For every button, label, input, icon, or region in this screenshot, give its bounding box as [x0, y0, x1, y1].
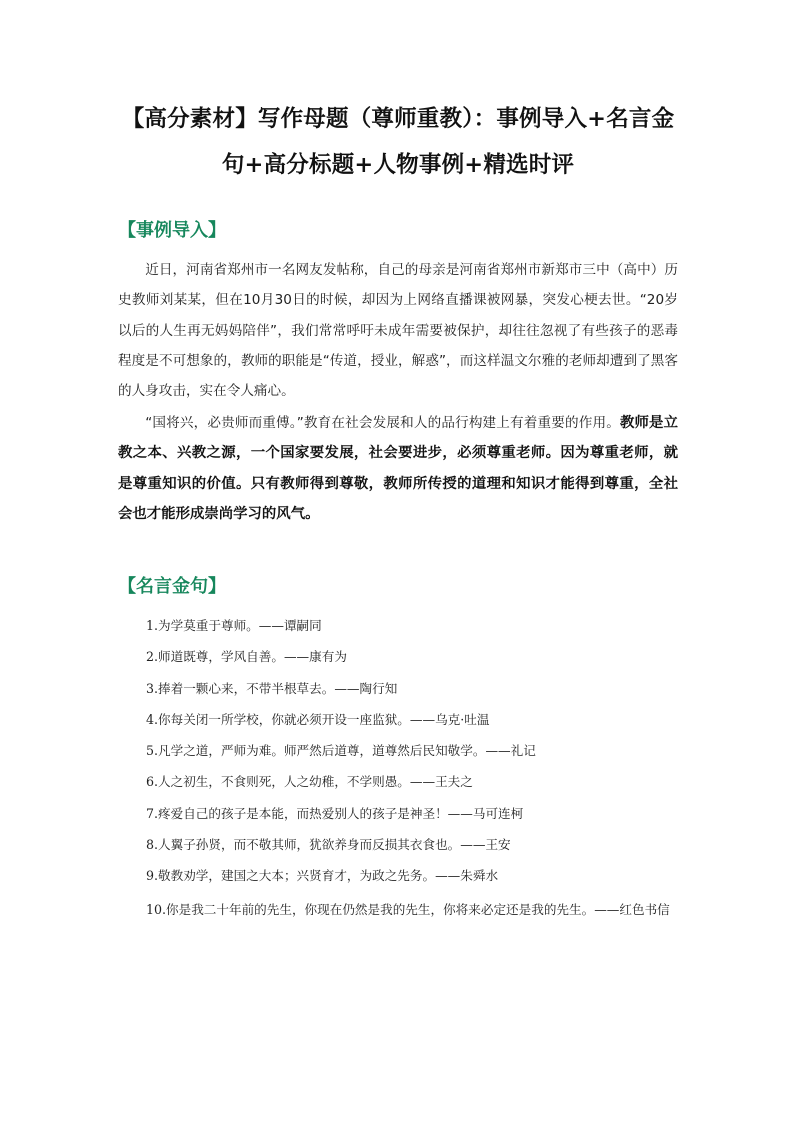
quote-item: 2.师道既尊，学风自善。——康有为	[146, 649, 347, 665]
document-title: 【高分素材】写作母题（尊师重教）：事例导入+名言金句+高分标题+人物事例+精选时评	[121, 106, 675, 178]
quote-item: 1.为学莫重于尊师。——谭嗣同	[146, 618, 322, 633]
quote-item: 3.捧着一颗心来，不带半根草去。——陶行知	[146, 680, 398, 696]
section-heading-quotes: 【名言金句】	[118, 576, 226, 597]
quote-item: 8.人翼子孙贤，而不敬其师，犹欲养身而反损其衣食也。——王安	[146, 837, 511, 853]
quote-item: 7.疼爱自己的孩子是本能，而热爱别人的孩子是神圣！——马可连柯	[146, 805, 524, 821]
quote-item: 6.人之初生，不食则死，人之幼稚，不学则愚。——王夫之	[146, 774, 473, 790]
intro-paragraph-1: 近日，河南省郑州市一名网友发帖称，自己的母亲是河南省郑州市新郑市三中（高中）历史教师刘某某，但在10月30日的时候，却因为上网络直播课被网暴，突发心梗去世。“20岁以后的人生再无妈妈陪伴”，我们常常呼吁未成年需要被保护，却往往忽视了有些孩子的恶毒程度是不可想象的，教师的职能是“传道，授业，解惑”，而这样温文尔雅的老师却遭到了黑客的人身攻击，实在令人痛心。	[118, 262, 678, 400]
intro-paragraph-2-normal: “国将兴，必贵师而重傅。”教育在社会发展和人的品行构建上有着重要的作用。	[145, 415, 620, 431]
quotes-list	[118, 612, 684, 926]
quote-item: 4.你每关闭一所学校，你就必须开设一座监狱。——乌克·吐温	[146, 711, 490, 727]
intro-paragraph-2	[118, 408, 678, 529]
quote-item: 5.凡学之道，严师为难。师严然后道尊，道尊然后民知敬学。——礼记	[146, 743, 536, 759]
intro-paragraph-2-bold: 教师是立教之本、兴教之源，一个国家要发展，社会要进步，必须尊重老师。因为尊重老师，就是尊重知识的价值。只有教师得到尊敬，教师所传授的道理和知识才能得到尊重，全社会也才能形成崇尚学习的风气。	[118, 415, 678, 522]
section-heading-intro: 【事例导入】	[118, 220, 226, 241]
quote-item: 9.敬教劝学，建国之大本；兴贤育才，为政之先务。——朱舜水	[146, 868, 499, 884]
quote-item: 10.你是我二十年前的先生，你现在仍然是我的先生，你将来必定还是我的先生。——红色书信	[146, 901, 670, 917]
